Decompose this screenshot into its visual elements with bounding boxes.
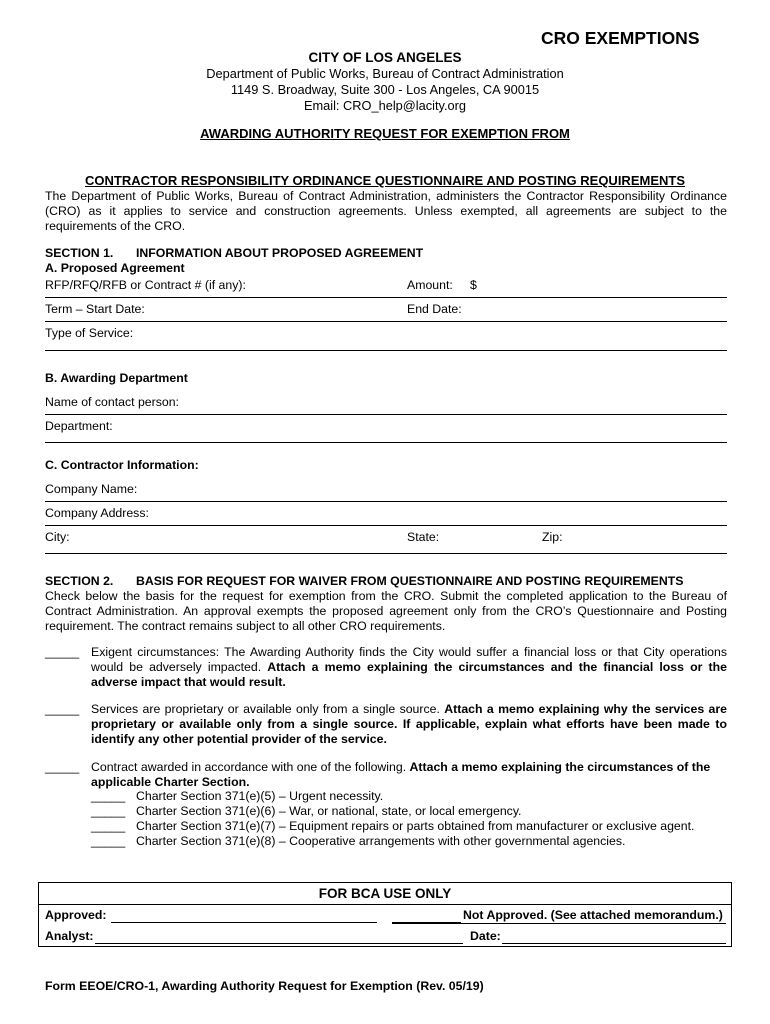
form-footer: Form EEOE/CRO-1, Awarding Authority Request for Exemption (Rev. 05/19): [45, 979, 484, 993]
option2-plain: Services are proprietary or available only from a single source.: [91, 702, 445, 716]
form-heading-1: AWARDING AUTHORITY REQUEST FOR EXEMPTION FROM: [200, 126, 570, 141]
option3-checkbox[interactable]: _____: [45, 760, 80, 774]
department-row: [45, 414, 727, 443]
section2-number: SECTION 2.: [45, 574, 114, 588]
option2-checkbox[interactable]: _____: [45, 702, 80, 716]
amount-label: Amount:: [407, 278, 453, 292]
rfp-row: [45, 273, 727, 298]
bca-use-only-box: [38, 882, 732, 947]
company-name-label: Company Name:: [45, 482, 138, 496]
term-row: [45, 297, 727, 322]
company-row: [45, 477, 727, 502]
amount-symbol: $: [470, 278, 477, 292]
option1-text: [91, 645, 727, 691]
option1-bold: Attach a memo explaining the circumstances and the financial loss or the adverse impact that would result.: [91, 660, 727, 690]
section1-number: SECTION 1.: [45, 246, 114, 260]
option1-plain: Exigent circumstances: The Awarding Authority finds the City would suffer a financial loss or that City operations would be adversely impacted.: [91, 645, 727, 675]
bca-title: FOR BCA USE ONLY: [318, 886, 452, 901]
option3-bold: Attach a memo explaining the circumstances of the applicable Charter Section.: [91, 760, 711, 790]
not-approved-label: Not Approved. (See attached memorandum.): [463, 908, 723, 922]
contact-person-label: Name of contact person:: [45, 395, 179, 409]
section1-sub-c: C. Contractor Information:: [45, 458, 199, 472]
section2-intro: Check below the basis for the request for exemption from the CRO. Submit the completed application to the Bureau of Contract Administration. An approval exempts the proposed agreement only from the CRO’s Questionnaire and Posting requirement. The contract remains subject to all other CRO requirements.: [45, 589, 727, 634]
city-label: City:: [45, 530, 70, 544]
approved-line[interactable]: [111, 922, 377, 923]
service-row: [45, 321, 727, 351]
section2-title: BASIS FOR REQUEST FOR WAIVER FROM QUESTIONNAIRE AND POSTING REQUIREMENTS: [136, 574, 684, 588]
address: 1149 S. Broadway, Suite 300 - Los Angeles, CA 90015: [230, 82, 540, 97]
company-address-label: Company Address:: [45, 506, 149, 520]
option2-text: [91, 702, 727, 748]
analyst-label: Analyst:: [45, 929, 94, 943]
rfp-label: RFP/RFQ/RFB or Contract # (if any):: [45, 278, 246, 292]
date-line[interactable]: [502, 943, 726, 944]
end-date-label: End Date:: [407, 302, 462, 316]
form-heading-2: CONTRACTOR RESPONSIBILITY ORDINANCE QUESTIONNAIRE AND POSTING REQUIREMENTS: [85, 173, 685, 188]
option2-bold: Attach a memo explaining why the services are proprietary or available only from a single source. If applicable, explain what efforts have been made to identify any other potential provider of the service.: [91, 702, 727, 747]
org-name: CITY OF LOS ANGELES: [308, 50, 462, 65]
section1-sub-a: A. Proposed Agreement: [45, 261, 185, 275]
contact-row: [45, 390, 727, 415]
department-label: Department:: [45, 419, 113, 433]
city-row: [45, 525, 727, 554]
charter-371e6-text: Charter Section 371(e)(6) – War, or national, state, or local emergency.: [136, 804, 522, 818]
intro-paragraph: The Department of Public Works, Bureau of Contract Administration, administers the Contractor Responsibility Ordinance (CRO) as it applies to service and construction agreements. Unless exempted, all agreements are subject to the requirements of the CRO.: [45, 189, 727, 233]
term-start-label: Term – Start Date:: [45, 302, 145, 316]
analyst-line[interactable]: [95, 943, 463, 944]
option3-plain: Contract awarded in accordance with one of the following.: [91, 760, 410, 774]
service-type-label: Type of Service:: [45, 326, 134, 340]
email: Email: CRO_help@lacity.org: [303, 98, 467, 113]
charter-371e6-checkbox[interactable]: _____: [91, 804, 126, 818]
section1-sub-b: B. Awarding Department: [45, 371, 188, 385]
charter-371e5-checkbox[interactable]: _____: [91, 789, 126, 803]
charter-371e5-text: Charter Section 371(e)(5) – Urgent necessity.: [136, 789, 384, 803]
department-name: Department of Public Works, Bureau of Contract Administration: [206, 66, 564, 81]
date-label: Date:: [470, 929, 501, 943]
option1-checkbox[interactable]: _____: [45, 645, 80, 659]
option3-text: [91, 760, 727, 790]
charter-371e8-checkbox[interactable]: _____: [91, 834, 126, 848]
charter-371e8-text: Charter Section 371(e)(8) – Cooperative arrangements with other governmental agencies.: [136, 834, 626, 848]
form-title: CRO EXEMPTIONS: [541, 28, 700, 48]
charter-371e7-text: Charter Section 371(e)(7) – Equipment repairs or parts obtained from manufacturer or exclusive agent.: [136, 819, 695, 833]
company-address-row: [45, 501, 727, 526]
state-label: State:: [407, 530, 440, 544]
zip-label: Zip:: [542, 530, 563, 544]
approved-label: Approved:: [45, 908, 107, 922]
section1-title: INFORMATION ABOUT PROPOSED AGREEMENT: [136, 246, 424, 260]
charter-371e7-checkbox[interactable]: _____: [91, 819, 126, 833]
